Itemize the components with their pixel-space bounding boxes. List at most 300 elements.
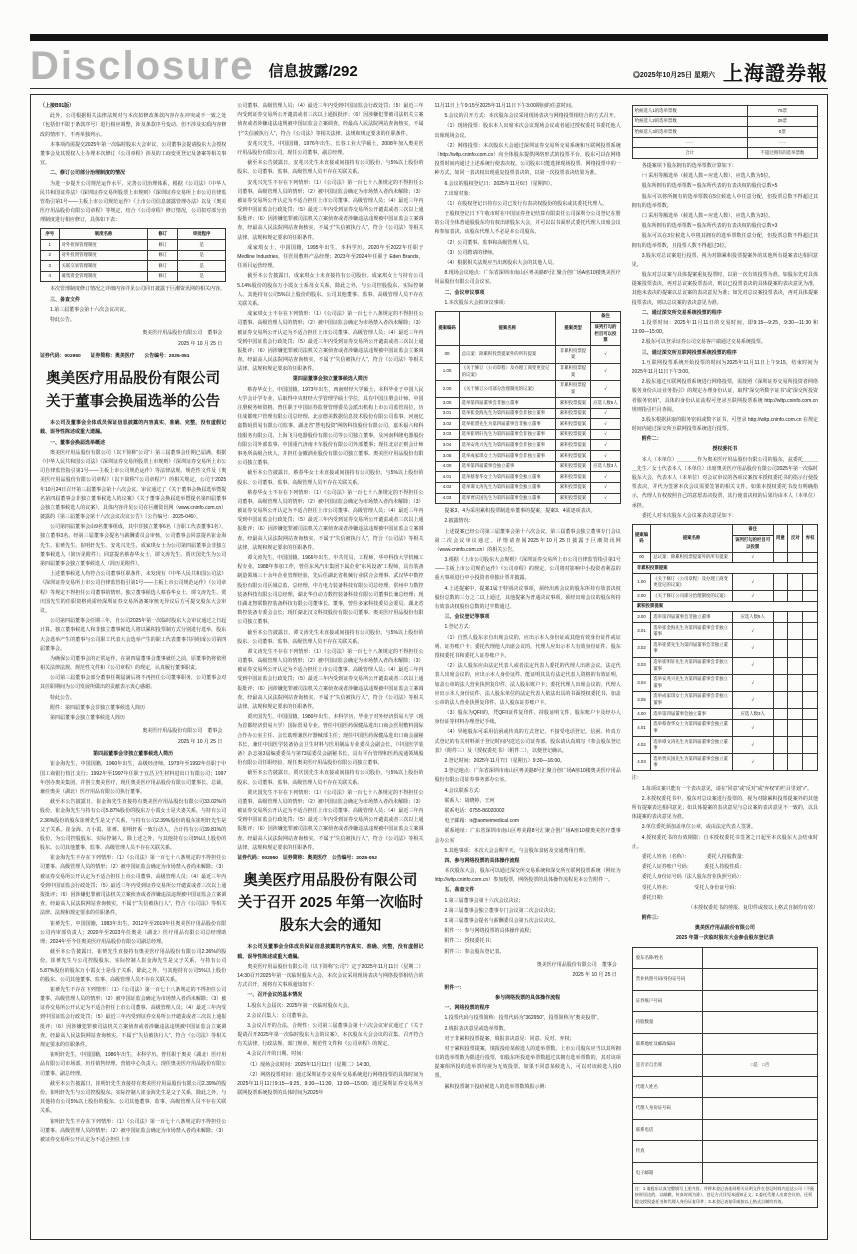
table-cell: √ xyxy=(591,451,621,462)
table-cell: 选举贾庆国先生为第四届董事会独立董事 xyxy=(459,493,555,504)
paragraph: 3.根据《上市公司股东大会规则》《深圳证券交易所上市公司自律监管指引第1号——主板上市公司规范运作》《公司章程》的规定，公司将对影响中小投资者利益的重大事项进行中小投资者单独计票并披露。 xyxy=(434,557,621,582)
table-cell: 选举第四届董事会独立董事 xyxy=(651,709,733,720)
table-cell: 累积投票提案 xyxy=(555,451,590,462)
section-heading: 二、修订公司部分治理制度的情况 xyxy=(50,170,126,177)
paragraph: 3.股东对总议案进行投票，视为对除累积投票提案外的其他所有提案表达相同意见。 xyxy=(631,252,818,268)
table-header-cell: 制度名称 xyxy=(59,229,148,240)
table-cell: 4.02 xyxy=(632,737,651,754)
paragraph: （2）法人股东应由法定代表人或者法定代表人委托的代理人出席会议。法定代表人出席会议的，应出示本人身份证件、能证明其具有法定代表人资格的有效证明、加盖公章的法人营业执照复印件、法人股东账户卡；委托代理人出席会议的，代理人应出示本人身份证件、法人股东单位的法定代表人依法出具的书面授权委托书、加盖公章的法人营业执照复印件、法人股东证券账户卡。 xyxy=(434,663,621,706)
form-blank-line: 委托人身份证号码（法人股东营业执照号码）： xyxy=(641,874,745,881)
paragraph: 联系人：胡晓婷、王珂 xyxy=(444,797,495,804)
paragraph: 安兆兴先生不存在下列情形：（1）《公司法》第一百七十八条规定的不得担任公司董事、高级管理人员的情形；（2）被中国证监会确定为市场禁入者尚未解除；（3）被证券交易所公开认定为不适合担任上市公司董事、高级管理人员；（4）最近三年内受到中国证监会行政处罚；（5）最近三年内受到证券交易所公开谴责或者三次以上通报批评；（6）因涉嫌犯罪被司法机关立案侦查或者涉嫌违法违规被中国证监会立案调查。经最高人民法院网站查询核实，不属于“失信被执行人”，符合《公司法》等相关法律、法规和规定要求的任职条件。 xyxy=(237,179,424,241)
table-cell: √ xyxy=(732,737,773,754)
section-heading: 一、召开会议的基本情况 xyxy=(247,992,303,999)
proxy-form-lines xyxy=(632,853,818,903)
paragraph: 3.会议召开的合法、合规性：公司第三届董事会第十六次会议审议通过了《关于提请召开2025年第一次临时股东大会的议案》，本次股东大会会议的召集、召开符合有关法律、行政法规、部门规章、规范性文件和《公司章程》的规定。 xyxy=(237,1022,424,1048)
table-cell xyxy=(773,574,788,591)
table-header-cell: 修订 xyxy=(148,229,178,240)
signature-line: 2025 年 10 月 25 日 xyxy=(178,738,223,745)
table-cell xyxy=(788,591,803,602)
table-cell xyxy=(788,674,803,691)
table-cell xyxy=(788,552,803,563)
table-cell: 4 xyxy=(41,271,60,282)
table-row xyxy=(632,574,817,591)
table-cell xyxy=(773,657,788,674)
paragraph: 本公司及董事会全体成员保证信息披露的内容真实、准确、完整，没有虚假记载、误导性陈述或重大遗漏。 xyxy=(237,944,424,960)
table-cell: 累积投票提案 xyxy=(555,408,590,419)
paragraph: 1.第三届董事会第十六次会议决议。 xyxy=(50,306,130,313)
paragraph: （4）根据相关法规应当出席股东大会的其他人员。 xyxy=(444,260,558,266)
table-cell: 联系电话 xyxy=(632,1119,702,1141)
table-cell: √ xyxy=(732,719,773,736)
table-cell: 给候选人3的选举票数 xyxy=(632,127,747,138)
paragraph: 成家琪女士不存在下列情形：（1）《公司法》第一百七十八条规定的不得担任公司董事、高级管理人员的情形；（2）被中国证监会确定为市场禁入者尚未解除；（3）被证券交易所公开认定为不适合担任上市公司董事、高级管理人员；（4）最近三年内受到中国证监会行政处罚；（5）最近三年内受到证券交易所公开谴责或者三次以上通报批评；（6）因涉嫌犯罪被司法机关立案侦查或者涉嫌违法违规被中国证监会立案调查。经最高人民法院网站查询核实，不属于“失信被执行人”，符合《公司法》等相关法律、法规和规定要求的任职条件。 xyxy=(237,311,424,373)
section-heading: 二、通过深交所交易系统投票的程序 xyxy=(641,309,722,316)
table-cell: √ xyxy=(732,552,773,563)
table-cell: 4.03 xyxy=(435,493,459,504)
table-cell xyxy=(703,1141,818,1163)
form-blank-line: 受托人姓名： 受托人身份证号码： xyxy=(641,884,740,891)
table-cell: 修订 xyxy=(148,271,178,282)
table-cell: 是否亲自出席 xyxy=(632,1055,702,1077)
paragraph: 1.互联网投票系统开始投票的时间为2025年11月11日上午9:15，结束时间为2025年11月11日下午3:00。 xyxy=(631,359,818,375)
table-cell xyxy=(703,1098,818,1120)
table-row xyxy=(435,429,620,440)
table-cell: 非累积投票提案 xyxy=(555,380,590,397)
table-row xyxy=(632,709,817,720)
table-cell xyxy=(773,640,788,657)
table-cell: 累积投票提案 xyxy=(555,398,590,409)
table-cell: 《关于修订〈公司章程〉及办理工商变更登记的议案》 xyxy=(459,363,555,380)
table-cell xyxy=(803,640,818,657)
table-row xyxy=(632,1162,817,1184)
headline-line: 关于召开 2025 年第一次临时 xyxy=(237,895,424,912)
publication-date: ◎2025年10月25日 星期六 xyxy=(632,72,715,79)
table-cell: √ xyxy=(591,482,621,493)
paragraph: 股东可以将所拥有的选举票数在5位候选人中任意分配，但投票总数不得超过其拥有的选举票数。 xyxy=(631,193,818,209)
table-row xyxy=(435,440,620,451)
table-row xyxy=(632,127,817,138)
continuation-marker: （上接B91版） xyxy=(40,103,75,109)
table-cell xyxy=(788,691,803,708)
table-header-cell: 提案类型 xyxy=(555,311,590,345)
paragraph: 崔明轩先生不存在下列情形：（1）《公司法》第一百七十八条规定的不得担任公司董事、高级管理人员的情形；（2）被中国证监会确定为市场禁入者尚未解除；（3）被证券交易所公开认定为不适合担任上市 xyxy=(40,1118,227,1143)
section-heading: 三、备查文件 xyxy=(50,296,81,303)
page-content-box xyxy=(30,94,828,1240)
paragraph: 公司第四届董事会任期三年，自公司2025年第一次临时股东大会审议通过之日起计算。独立董事候选人和非独立董事候选人将以累积投票制方式分别进行选举，股东大会选举产生的董事与公司职工代表大会选举产生的职工代表董事共同组成公司第四届董事会。 xyxy=(40,618,227,652)
table-cell: 电子邮箱 xyxy=(632,1162,702,1184)
paragraph: 公司董事、高级管理人员；（4）最近三年内受到中国证监会行政处罚；（5）最近三年内受到证券交易所公开谴责或者三次以上通报批评；（6）因涉嫌犯罪被司法机关立案侦查或者涉嫌违法违规被中国证监会立案调查。经最高人民法院网站查询核实，不属于“失信被执行人”，符合《公司法》等相关法律、法规和规定要求的任职条件。 xyxy=(237,103,424,137)
table-cell: 选举第四届董事会独立董事 xyxy=(459,461,555,472)
proxy-vote-table xyxy=(632,524,818,771)
table-row xyxy=(435,398,620,409)
table-cell: 3.01 xyxy=(435,408,459,419)
table-header-cell: 备注 xyxy=(732,524,773,535)
paragraph: 提案3、4为采用累积投票制选举董事的提案，提案3、4需逐项表决。 xyxy=(444,508,596,515)
table-cell: √ xyxy=(732,574,773,591)
paragraph: 奥美医疗用品股份有限公司（以下简称“公司”）第三届董事会任期已届满，根据《中华人民共和国公司法》《深圳证券交易所股票上市规则》《深圳证券交易所上市公司自律监管指引第1号——主板上市公司规范运作》等法律法规、规范性文件及《奥美医疗用品股份有限公司章程》（以下简称“《公司章程》”）的相关规定，公司于2025年10月24日召开第三届董事会第十六次会议，审议通过了《关于董事会换届选举暨提名第四届董事会非独立董事候选人的议案》《关于董事会换届选举暨提名第四届董事会独立董事候选人的议案》，具体内容详见公司在巨潮资讯网（www.cninfo.com.cn）披露的《第三届董事会第十六次会议决议公告》（公告编号：2025-049）。 xyxy=(40,449,227,521)
table-cell: √ xyxy=(591,472,621,483)
table-row xyxy=(41,240,226,251)
table-row xyxy=(632,674,817,691)
table-cell: 《关于修订公司部分治理制度的议案》 xyxy=(651,591,733,602)
table-row xyxy=(632,106,817,117)
table-row xyxy=(435,451,620,462)
paragraph: 1.投票代码与投票简称：投票代码为“362950”，投票简称为“奥美投票”。 xyxy=(444,1015,603,1022)
paragraph: 1.本次股东大会拟审议事项： xyxy=(444,299,509,306)
table-cell xyxy=(788,709,803,720)
security-codes-line: 证券代码：002950 证券简称：奥美医疗 公告编号：2025-051 xyxy=(40,354,190,360)
table-cell: 营业执照号码/身份证号码 xyxy=(632,969,702,991)
table-cell: 累积投票提案 xyxy=(555,472,590,483)
paragraph: 3.第三届董事会提名与薪酬委员会第五次会议决议。 xyxy=(444,918,559,924)
table-header-cell: 弃权 xyxy=(803,524,818,552)
table-cell: 累积投票提案 xyxy=(555,493,590,504)
table-cell xyxy=(703,1012,818,1034)
table-cell: 3.05 xyxy=(435,451,459,462)
table-cell xyxy=(773,691,788,708)
table-cell: 3.04 xyxy=(435,440,459,451)
form-blank-line: 委托人证券账户号码： 委托人持股性质： xyxy=(641,864,745,871)
paragraph: 蔡春华女士不存在下列情形：（1）《公司法》第一百七十八条规定的不得担任公司董事、高级管理人员的情形；（2）被中国证监会确定为市场禁入者尚未解除；（3）被证券交易所公开认定为不适合担任上市公司董事、高级管理人员；（4）最近三年内受到中国证监会行政处罚；（5）最近三年内受到证券交易所公开谴责或者三次以上通报批评；（6）因涉嫌犯罪被司法机关立案侦查或者涉嫌违法违规被中国证监会立案调查。经最高人民法院网站查询核实，不属于“失信被执行人”，符合《公司法》等相关法律、法规和规定要求的任职条件。 xyxy=(237,489,424,551)
table-row xyxy=(632,1184,817,1208)
signature-line: 奥美医疗用品股份有限公司 董事会 xyxy=(142,728,223,735)
paragraph: 公司第三届董事会部分董事任期届满后将不再担任公司董事职务，公司董事会对其任职期间为公司发展所做出的贡献表示衷心感谢。 xyxy=(40,675,227,691)
table-cell: 75票 xyxy=(747,106,817,117)
table-cell: 选举安兆兴先生为第四届董事会非独立董事 xyxy=(459,440,555,451)
table-cell: 选举崔明轩先生为第四届董事会非独立董事 xyxy=(651,657,733,674)
table-cell xyxy=(803,719,818,736)
table-cell: 3 xyxy=(41,261,60,272)
table-cell: 1 xyxy=(41,240,60,251)
table-cell: 3.00 xyxy=(632,612,651,623)
table-cell: √ xyxy=(732,691,773,708)
table-cell: 4.01 xyxy=(632,719,651,736)
table-row xyxy=(41,250,226,261)
table-row xyxy=(632,1055,817,1077)
paragraph: 电子邮箱：ir@aomeimedical.com xyxy=(444,818,520,825)
table-cell: 对外担保管理制度 xyxy=(59,240,148,251)
paragraph: 2.第三届董事会独立董事专门会议第二次会议决议； xyxy=(444,907,559,914)
table-row xyxy=(632,691,817,708)
table-cell: 选举崔金海先生为第四届董事会非独立董事 xyxy=(651,623,733,640)
headline-line: 奥美医疗用品股份有限公司 xyxy=(46,371,221,388)
table-cell: √ xyxy=(732,657,773,674)
table-cell: 《关于修订公司部分治理制度的议案》 xyxy=(459,380,555,397)
paragraph: 奥美医疗用品股份有限公司（以下简称“公司”）定于2025年11月11日（星期二）14:30召开2025年第一次临时股东大会，本次会议采用现场表决与网络投票相结合的方式召开，现将有关事项通知如下： xyxy=(237,963,424,989)
paragraph: 成家琪女士，中国国籍，1995年出生，本科学历。2020年至2022年任职于 Medline Industries，任医用敷料产品经理；2023年至2024年任职于 Eden Brands，任项目运营经理。 xyxy=(237,244,424,270)
table-cell: 选举成家琪女士为第四届董事会非独立董事 xyxy=(459,451,555,462)
table-row xyxy=(435,472,620,483)
table-row xyxy=(632,1033,817,1055)
table-cell xyxy=(788,657,803,674)
table-cell xyxy=(803,552,818,563)
table-cell xyxy=(788,612,803,623)
paragraph: 4.会议联系方式： xyxy=(444,787,484,794)
paragraph: 3.登记地点：广东省深圳市南山区粤美路8号汇聚合创广场A座10楼奥美医疗用品股份有限公司证券事务部办公室。 xyxy=(434,768,621,784)
paragraph: 2.登记时间：2025年11月7日（星期五）9:30—16:00。 xyxy=(444,758,566,764)
table-cell xyxy=(703,1033,818,1055)
table-cell: 代理人身份证号码 xyxy=(632,1098,702,1120)
table-header-row xyxy=(435,311,620,322)
paragraph: 截至本公告披露日，谭文涛先生未直接或间接持有公司股份，与5%以上股份的股东、公司董事、监事、高级管理人员不存在关联关系。 xyxy=(237,629,424,645)
table-cell: √ xyxy=(591,363,621,380)
paragraph: （1）自然人股东亲自出席会议的，应出示本人身份证或其他有效身份证件或证明、证券账户卡；委托代理他人出席会议的，代理人应出示本人有效身份证件、股东授权委托书和委托人证券账户卡。 xyxy=(434,634,621,659)
paragraph: （1）现场投票：股东本人出席本次会议现场会议或者通过授权委托书委托他人出席现场会议。 xyxy=(434,123,621,139)
table-cell: 累积投票提案 xyxy=(555,419,590,430)
table-cell: 4.02 xyxy=(435,482,459,493)
table-cell xyxy=(803,737,818,754)
table-cell xyxy=(773,719,788,736)
paragraph: 对于累积投票提案，填报投给某候选人的选举票数。上市公司股东应当以其所拥有的选举票数为限进行投票，如股东所投选举票数超过其拥有选举票数的，其对该项提案组所投的选举票均视为无效投票。如果不同意某候选人，可以对该候选人投0票。 xyxy=(434,1045,621,1080)
signature-line: 奥美医疗用品股份有限公司 董事会 xyxy=(142,330,223,337)
table-cell: 不超过拥有的选举票数 xyxy=(747,148,817,159)
paragraph: （3）股东为QFII的，凭QFII证件复印件、持股证明文件、股东账户卡及经办人身份证等材料办理登记手续。 xyxy=(434,710,621,726)
table-cell: □是 □否 xyxy=(703,1055,818,1077)
paragraph: 2.本授权委托书中，股东对总议案进行投票的，视为对除累积投票提案外的其他所有提案表达相同意见；如具体提案的表决意见与总议案的表决意见不一致的，以具体提案的表决意见为准。 xyxy=(631,795,818,821)
paragraph: 崔明轩先生，中国国籍，1986年出生，本科学历。曾任职于奥美（湖北）医疗用品有限公司市场部，历任销售经理、营销中心负责人；现任奥美医疗用品股份有限公司董事、副总经理。 xyxy=(40,1052,227,1077)
signature-line: 2025 年 10 月 25 日 xyxy=(572,972,617,979)
paragraph: ㈠ 采用等额选举（候选人数＝应选人数），应选人数为5位。 xyxy=(641,173,774,180)
headline-line: 关于董事会换届选举的公告 xyxy=(46,393,221,410)
table-cell: 应选人数5人 xyxy=(732,612,773,623)
table-cell: 传真 xyxy=(632,1141,702,1163)
paragraph: 4.会议召开的日期、时间： xyxy=(247,1051,307,1058)
paragraph: （1）在股权登记日持有公司已发行有表决权股份的股东或其委托代理人。 xyxy=(444,200,608,207)
table-row xyxy=(632,563,817,574)
table-cell xyxy=(788,719,803,736)
table-cell xyxy=(803,612,818,623)
paragraph: 1.登记方式： xyxy=(444,624,474,631)
signature-block xyxy=(40,726,222,747)
table-cell: 代理人姓名 xyxy=(632,1076,702,1098)
paragraph: 2.会议召集人：公司董事会。 xyxy=(247,1012,312,1019)
paragraph: 5.会议的召开方式：本次股东会议采用现场表决与网络投票相结合的方式召开。 xyxy=(444,113,619,120)
table-cell: 选举崔金海先生为第四届董事会非独立董事 xyxy=(459,408,555,419)
table-cell: 选举安兆兴先生为第四届董事会非独立董事 xyxy=(651,674,733,691)
table-cell: 3.03 xyxy=(435,429,459,440)
centered-heading: 授权委托书 xyxy=(712,446,738,453)
table-row xyxy=(632,1141,817,1163)
table-cell: 2.00 xyxy=(435,380,459,397)
paragraph: 股东对总议案与具体提案重复投票时，以第一次有效投票为准。如股东先对具体提案投票表决，再对总议案投票表决，则以已投票表决的具体提案的表决意见为准，其他未表决的提案以总议案的表决意见为准；如先对总议案投票表决，再对具体提案投票表决，则以总议案的表决意见为准。 xyxy=(631,272,818,306)
table-row xyxy=(632,754,817,771)
signature-line: 2025 年 10 月 25 日 xyxy=(178,340,223,347)
masthead-rule xyxy=(30,88,828,89)
paragraph: 本公司及董事会全体成员保证信息披露的内容真实、准确、完整，没有虚假记载、误导性陈述或重大遗漏。 xyxy=(40,420,227,436)
paragraph: 1.第三届董事会第十六次会议决议； xyxy=(444,897,524,904)
table-cell: 累积投票提案 xyxy=(632,601,817,612)
paragraph: 本次股东大会，股东可以通过深交所交易系统和深交所互联网投票系统（网址为 http://wltp.cninfo.com.cn）参加投票，网络投票的具体操作流程见本公告附件一。 xyxy=(434,868,621,884)
signature-block xyxy=(40,328,222,349)
table-cell xyxy=(788,737,803,754)
table-cell: …… xyxy=(747,137,817,148)
table-row xyxy=(41,271,226,282)
table-cell: 3.02 xyxy=(632,640,651,657)
table-row xyxy=(632,657,817,674)
paragraph: 附件二：授权委托书； xyxy=(444,938,495,945)
table-header-cell: 序号 xyxy=(41,229,60,240)
announcement-headline xyxy=(40,368,226,413)
table-cell: 应选人数5人 xyxy=(591,398,621,409)
table-cell: 3.05 xyxy=(632,691,651,708)
table-row xyxy=(41,261,226,272)
table-cell: 累积投票提案 xyxy=(555,461,590,472)
signature-block xyxy=(435,960,617,981)
table-row xyxy=(632,969,817,991)
table-cell xyxy=(703,1162,818,1184)
paragraph: 特此公告。 xyxy=(50,317,76,324)
paragraph: 股东可以在3位候选人中将其拥有的选举票数任意分配，但投票总数不得超过其拥有的选举票数，且投票人数不得超过3位。 xyxy=(631,233,818,249)
paragraph: 截至本公告披露日，崔明轩先生直接持有奥美医疗用品股份有限公司2.39%的股份。崔明轩先生与公司控股股东、实际控制人崔金海先生是父子关系，除此之外，与其他持有公司5%以上股份的股东、公司其他董事、监事、高级管理人员不存在关联关系。 xyxy=(40,1080,227,1115)
table-row xyxy=(435,493,620,504)
column-layout xyxy=(40,102,818,1232)
table-row xyxy=(632,148,817,159)
section-heading: 附件二： xyxy=(641,436,662,443)
masthead xyxy=(30,44,828,88)
paragraph: 贾庆国先生，中国国籍，1980年出生，本科学历，毕业于对外经济贸易大学（现为首都经济贸易大学）国际贸易专业。曾任中国医药保健品进出口商会医用敷料国际合作办公室主任、会长助理兼医疗器械部主任；现任中国医药保健品进出口商会副秘书长，兼任中国医学装备协会卫生材料与医用制品专业委员会副会长，《中国医学装备》杂志第3届编委委员与第73届委员会副秘书长，具有平台管理和医药流通领域股份有限公司任职经验，现任奥美医疗用品股份有限公司独立董事。 xyxy=(237,714,424,767)
table-cell xyxy=(773,591,788,602)
table-row xyxy=(435,482,620,493)
paragraph: 截至本公告披露日，安兆兴先生未直接或间接持有公司股份，与5%以上股份的股东、公司董事、监事、高级管理人员不存在关联关系。 xyxy=(237,160,424,176)
table-row xyxy=(632,552,817,563)
table-cell: 应选人数3人 xyxy=(591,461,621,472)
table-cell: 是 xyxy=(178,261,226,272)
paragraph: 公司第四届董事会由9名董事组成，其中非独立董事6名（含职工代表董事1名），独立董事3名。经第三届董事会提名与薪酬委员会审核，公司董事会同意提名崔金海先生、崔赟先生、崔明轩先生、安兆兴先生、成家琪女士为公司第四届董事会非独立董事候选人（简历见附件）；同意提名蔡春华女士、谭文涛先生、贾庆国先生为公司第四届董事会独立董事候选人（简历见附件）。 xyxy=(40,524,227,567)
table-cell: 非累积投票提案 xyxy=(555,363,590,380)
table-cell: 选举第四届董事会非独立董事 xyxy=(459,398,555,409)
table-cell: √ xyxy=(591,346,621,363)
table-row xyxy=(632,612,817,623)
section-heading: 附件一： xyxy=(444,984,465,991)
security-codes-line: 证券代码：002950 证券简称：奥美医疗 公告编号：2025-052 xyxy=(237,856,377,861)
centered-heading: 奥美医疗用品股份有限公司 xyxy=(694,925,755,932)
paragraph: 1.投票时间：2025年11月11日的交易时间，即9:15—9:25，9:30—11:30 和 13:00—15:00。 xyxy=(631,320,818,336)
table-row xyxy=(632,116,817,127)
table-header-cell: 提案名称 xyxy=(651,524,733,552)
table-cell: 选举蔡春华女士为第四届董事会独立董事 xyxy=(459,472,555,483)
table-cell: 4.00 xyxy=(632,709,651,720)
paragraph: （2）网络投票时间：通过深圳证券交易所交易系统进行网络投票的具体时间为2025年11月11日9:15—9:25，9:30—11:30，13:00—15:00；通过深圳证券交易所互联网投票系统投票的具体时间为2025年 xyxy=(237,1071,424,1097)
table-cell xyxy=(803,691,818,708)
section-heading: 五、备查文件 xyxy=(444,887,475,894)
table-row xyxy=(632,591,817,602)
table-cell: 修订 xyxy=(148,250,178,261)
table-cell: 是 xyxy=(178,240,226,251)
section-heading: 一、董事会换届选举概述 xyxy=(50,439,106,446)
centered-heading: 参与网络投票的具体操作流程 xyxy=(495,994,561,1001)
section-heading: 附件三： xyxy=(641,915,662,922)
paragraph: 4.上述提案中，提案1属于特别决议事项，须经出席会议的股东所持有效表决权股份总数的三分之二以上通过，其他提案为普通决议事项，须经出席会议的股东所持有效表决权股份总数的过半数通过。 xyxy=(434,585,621,610)
table-cell xyxy=(803,623,818,640)
paragraph: （2）网络投票：本次股东大会通过深圳证券交易所交易系统和互联网投票系统（http://wltp.cninfo.com.cn）向全体股东提供网络形式的投票平台，股东可以在网络投票时间内通过上述系统行使表决权。公司股东只能选择现场投票、网络投票中的一种方式，如同一表决权出现重复投票表决的，以第一次投票表决结果为准。 xyxy=(434,142,621,177)
paragraph: 截至本公告披露日，崔金海先生直接持有奥美医疗用品股份有限公司33.02%的股份。崔金海先生与持有公司5.87%股份的股东万小霞女士是夫妻关系，与持有公司2.36%股份的股东崔赟先生是父子关系，与持有公司2.39%股份的股东崔明轩先生是父子关系。崔金海、万小霞、崔赟、崔明轩系一致行动人，合计持有公司39.81%的股份，为公司控股股东、实际控制人。除上述之外，与其他持有公司5%以上股份的股东、公司其他董事、监事、高级管理人员不存在关联关系。 xyxy=(40,799,227,852)
table-cell: 选举崔赟先生为第四届董事会非独立董事 xyxy=(459,419,555,430)
paragraph: 5.其他事项：本次大会会期半天，与会股东食宿及交通费用自理。 xyxy=(444,847,589,854)
table-cell: 1.00 xyxy=(632,574,651,591)
paragraph: 第四届董事会独立董事候选人简历 xyxy=(50,715,126,721)
table-row xyxy=(435,461,620,472)
paragraph: 股东所拥有的选举票数＝股东所代表的有表决权的股份总数×3 xyxy=(641,223,778,230)
table-cell: 选举贾庆国先生为第四届董事会独立董事 xyxy=(651,754,733,771)
table-cell xyxy=(773,674,788,691)
section-heading: 一、网络投票的程序 xyxy=(444,1005,490,1012)
table-cell: 是 xyxy=(178,271,226,282)
signature-line: 奥美医疗用品股份有限公司 董事会 xyxy=(536,961,617,968)
table-cell xyxy=(773,623,788,640)
newspaper-column-2 xyxy=(237,102,423,1232)
table-cell: 募集资金管理制度 xyxy=(59,271,148,282)
newspaper-column-4 xyxy=(632,102,818,1232)
table-cell: 关联交易管理制度 xyxy=(59,261,148,272)
table-cell xyxy=(803,574,818,591)
table-cell: 2.00 xyxy=(632,591,651,602)
policy-revision-table xyxy=(40,228,226,282)
table-cell: 0票 xyxy=(747,127,817,138)
paragraph: 为确保公司董事会的正常运作，在第四届董事会董事就任之前，原董事仍将依照相关法律法规、规范性文件和《公司章程》的规定，认真履行董事职责。 xyxy=(40,655,227,672)
paragraph: 4.授权委托书的有效期限：自本授权委托书签署之日起至本次股东大会结束时止。 xyxy=(631,834,818,850)
paragraph: 截至本公告披露日，成家琪女士未直接持有公司股份。成家琪女士与持有公司5.14%股份的股东万小霞女士系母女关系，除此之外，与公司控股股东、实际控制人、其他持有公司5%以上股份的股东、公司其他董事、监事、高级管理人员不存在关联关系。 xyxy=(237,273,424,307)
disclosure-wordmark: Disclosure xyxy=(30,44,255,88)
cumulative-vote-example-table xyxy=(632,105,818,159)
paragraph: 上述提案已经公司第三届董事会第十六次会议、第三届董事会独立董事专门会议第二次会议审议通过，详情请查阅2025年10月25日披露于巨潮资讯网（www.cninfo.com.cn）的相关公告。 xyxy=(434,528,621,553)
table-cell: 证券账户号码 xyxy=(632,990,702,1012)
table-cell: 选举第四届董事会非独立董事 xyxy=(651,612,733,623)
table-header-row xyxy=(41,229,226,240)
paragraph: 联系地址：广东省深圳市南山区粤美路8号汇聚合创广场A座10楼奥美医疗董事会办公室 xyxy=(434,828,621,844)
table-cell xyxy=(703,1076,818,1098)
table-cell: 注：1.请股东认真完整填写上述内容，并将本登记表连同相关证明文件在登记时间内送达公司（不能按时送达的，以邮戳、传真时间为准），登记方式详见本通知正文；2.委托代理人出席会议的，还须提交授权委托书和代理人身份证复印件；3.本登记表复印或按以上格式自制均有效。 xyxy=(632,1184,817,1208)
table-header-cell: 提案编码 xyxy=(632,524,651,552)
table-cell: 股东名称/姓名 xyxy=(632,947,702,969)
table-header-cell: 反对 xyxy=(788,524,803,552)
paragraph: （1）现场会议时间：2025年11月11日（星期二）14:30。 xyxy=(247,1061,375,1068)
table-cell: 是 xyxy=(178,250,226,261)
paragraph: 联系电话：0755-86020002 xyxy=(444,807,505,814)
table-header-cell: 该列打勾的栏目可以投票 xyxy=(732,535,773,552)
table-cell xyxy=(803,674,818,691)
table-row xyxy=(435,408,620,419)
paragraph: 崔赟先生不存在下列情形：（1）《公司法》第一百七十八条规定的不得担任公司董事、高级管理人员的情形；（2）被中国证监会确定为市场禁入者尚未解除；（3）被证券交易所公开认定为不适合担任上市公司董事、高级管理人员；（4）最近三年内受到中国证监会行政处罚；（5）最近三年内受到证券交易所公开谴责或者三次以上通报批评；（6）因涉嫌犯罪被司法机关立案侦查或者涉嫌违法违规被中国证监会立案调查。经最高人民法院网站查询核实，不属于“失信被执行人”，符合《公司法》等相关规定要求的任职条件。 xyxy=(40,986,227,1048)
table-cell: 选举崔赟先生为第四届董事会非独立董事 xyxy=(651,640,733,657)
table-cell xyxy=(788,640,803,657)
table-cell: 4.03 xyxy=(632,754,651,771)
table-cell: 4.00 xyxy=(435,461,459,472)
section-heading: 三、会议登记等事项 xyxy=(444,614,490,621)
table-row xyxy=(632,1098,817,1120)
section-title xyxy=(269,62,358,84)
table-cell xyxy=(788,623,803,640)
table-cell: 累积投票提案 xyxy=(555,440,590,451)
table-row xyxy=(632,640,817,657)
table-header-cell: 该列打勾的栏目可以投票 xyxy=(591,322,621,346)
table-header-cell: 提案名称 xyxy=(459,311,555,345)
paragraph: 上述董事候选人均符合公司董事任职条件，未发现有《中华人民共和国公司法》《深圳证券交易所上市公司自律监管指引第1号——主板上市公司规范运作》《公司章程》等规定不得担任公司董事的情形。独立董事候选人蔡春华女士、谭文涛先生、贾庆国先生的任职资格尚需经深圳证券交易所备案审核无异议后方可提交股东大会审议。 xyxy=(40,571,227,614)
table-cell: 选举崔明轩先生为第四届董事会非独立董事 xyxy=(459,429,555,440)
table-cell: √ xyxy=(591,408,621,419)
table-cell xyxy=(773,709,788,720)
section-heading: 二、会议审议事项 xyxy=(444,289,485,296)
paragraph: 3.单位委托须加盖单位公章，或由法定代表人签署。 xyxy=(641,824,756,831)
table-header-cell: 提案编码 xyxy=(435,311,459,345)
table-row xyxy=(632,1012,817,1034)
table-cell: 选举成家琪女士为第四届董事会非独立董事 xyxy=(651,691,733,708)
table-cell: √ xyxy=(732,591,773,602)
paragraph: （4）异地股东可采用信函或传真的方式登记，不接受电话登记。信函、传真方式登记的有关材料须于登记时间内送达公司证券部。股东请认真填写《参会股东登记表》（附件三）及《授权委托书》（附件二），以便登记确认。 xyxy=(434,729,621,754)
table-cell xyxy=(773,737,788,754)
table-cell xyxy=(803,754,818,771)
table-cell xyxy=(773,612,788,623)
